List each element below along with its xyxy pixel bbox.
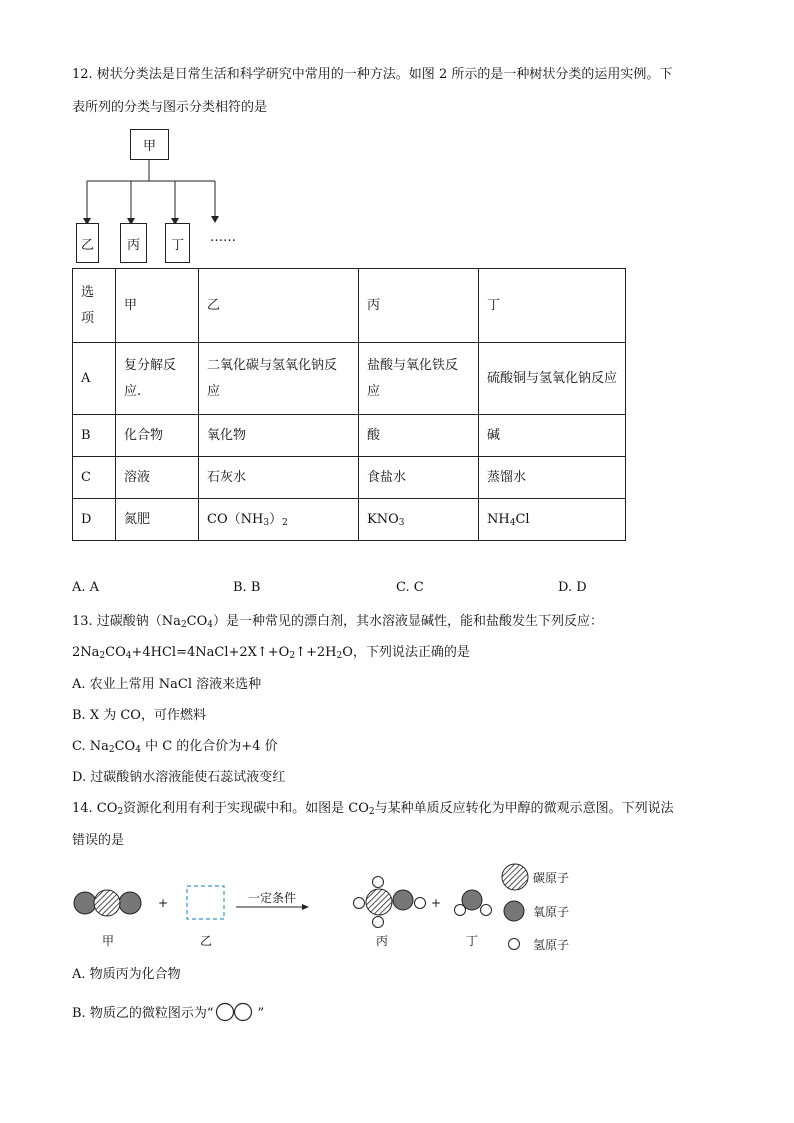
table-cell: 丙 (359, 269, 479, 343)
table-cell: 氧化物 (199, 415, 359, 457)
table-cell: 乙 (199, 269, 359, 343)
table-cell: 选项 (73, 269, 116, 343)
table-cell: 盐酸与氧化铁反应 (359, 343, 479, 415)
tree-child-box: 丙 (120, 223, 147, 263)
table-header-row (73, 269, 626, 343)
table-cell: B (73, 415, 116, 457)
legend-hydrogen: 氢原子 (533, 938, 570, 952)
q14-stem-line2: 错误的是 (72, 833, 125, 848)
table-cell: 丁 (479, 269, 626, 343)
table-cell: 碱 (479, 415, 626, 457)
table-cell: $CO(NH_3)_2$ (199, 499, 359, 541)
table-cell: 复分解反应. (116, 343, 199, 415)
q13-stem: 13. 过碳酸钠$(Na_2CO_4)$是一种常见的漂白剂，其水溶液显碱性，能和盐酸发生下列反应： (72, 614, 604, 630)
reaction-condition: 一定条件 (248, 891, 297, 905)
table-cell: $KNO_3$ (359, 499, 479, 541)
q14-option-b[interactable]: B. 物质乙的微粒图示为“ ” (72, 1002, 264, 1023)
q12-stem-line2: 表所列的分类与图示分类相符的是 (72, 100, 268, 115)
table-cell: C (73, 457, 116, 499)
table-row (73, 343, 626, 415)
classification-table (72, 268, 626, 541)
q12-stem-line1: 12. 树状分类法是日常生活和科学研究中常用的一种方法。如图 2 所示的是一种树状分类的运用实例。下 (72, 67, 673, 82)
table-cell: 二氧化碳与氢氧化钠反应 (199, 343, 359, 415)
co2-molecule (74, 890, 141, 916)
label-jia: 甲 (102, 934, 115, 948)
oxygen-atom-icon (504, 901, 524, 921)
q14-option-a[interactable]: A. 物质丙为化合物 (72, 967, 181, 982)
q12-option-c[interactable]: C. C (396, 580, 424, 595)
hydrogen-atom-icon (509, 939, 520, 950)
q13-option-a[interactable]: A. 农业上常用 NaCl 溶液来选种 (72, 677, 262, 692)
tree-root-box: 甲 (130, 129, 169, 160)
q13-option-d[interactable]: D. 过碳酸钠水溶液能使石蕊试液变红 (72, 770, 286, 785)
q14-stem-line1: 14. $CO_2$资源化利用有利于实现碳中和。如图是 $CO_2$与某种单质反应转化为甲醇的微观示意图。下列说法 (72, 801, 674, 817)
q13-option-c[interactable]: C. $Na_2CO_4$ 中 C 的化合价为+4 价 (72, 739, 278, 755)
table-cell: 氮肥 (116, 499, 199, 541)
table-cell: 石灰水 (199, 457, 359, 499)
methanol-molecule (354, 877, 426, 928)
q13-equation: $2Na_2CO_4+4HCl=4NaCl+2X↑+O_2↑+2H_2O$，下列说法正确的是 (72, 645, 470, 661)
unknown-substance-box (187, 886, 224, 919)
legend-oxygen: 氧原子 (533, 905, 570, 919)
plus-sign: + (431, 896, 442, 910)
label-ding: 丁 (466, 934, 479, 948)
q12-option-b[interactable]: B. B (233, 580, 261, 595)
table-cell: 溶液 (116, 457, 199, 499)
q12-option-d[interactable]: D. D (558, 580, 587, 595)
label-bing: 丙 (376, 934, 389, 948)
table-cell: D (73, 499, 116, 541)
o2-molecule-icon (213, 1002, 257, 1022)
table-cell: 酸 (359, 415, 479, 457)
plus-sign: + (158, 896, 169, 910)
carbon-atom-icon (502, 864, 528, 890)
table-row (73, 499, 626, 541)
q13-option-b[interactable]: B. X 为 CO，可作燃料 (72, 708, 206, 723)
q12-option-a[interactable]: A. A (72, 580, 100, 595)
label-yi: 乙 (200, 934, 213, 948)
table-row (73, 415, 626, 457)
water-molecule (455, 890, 492, 916)
table-row (73, 457, 626, 499)
tree-child-box: 丁 (165, 223, 190, 263)
tree-child-box: 乙 (76, 223, 99, 263)
table-cell: 甲 (116, 269, 199, 343)
table-cell: 硫酸铜与氢氧化钠反应 (479, 343, 626, 415)
legend-carbon: 碳原子 (533, 871, 570, 885)
table-cell: $NH_4Cl$ (479, 499, 626, 541)
table-cell: A (73, 343, 116, 415)
table-cell: 食盐水 (359, 457, 479, 499)
tree-ellipsis: …… (210, 230, 236, 245)
table-cell: 蒸馏水 (479, 457, 626, 499)
table-cell: 化合物 (116, 415, 199, 457)
